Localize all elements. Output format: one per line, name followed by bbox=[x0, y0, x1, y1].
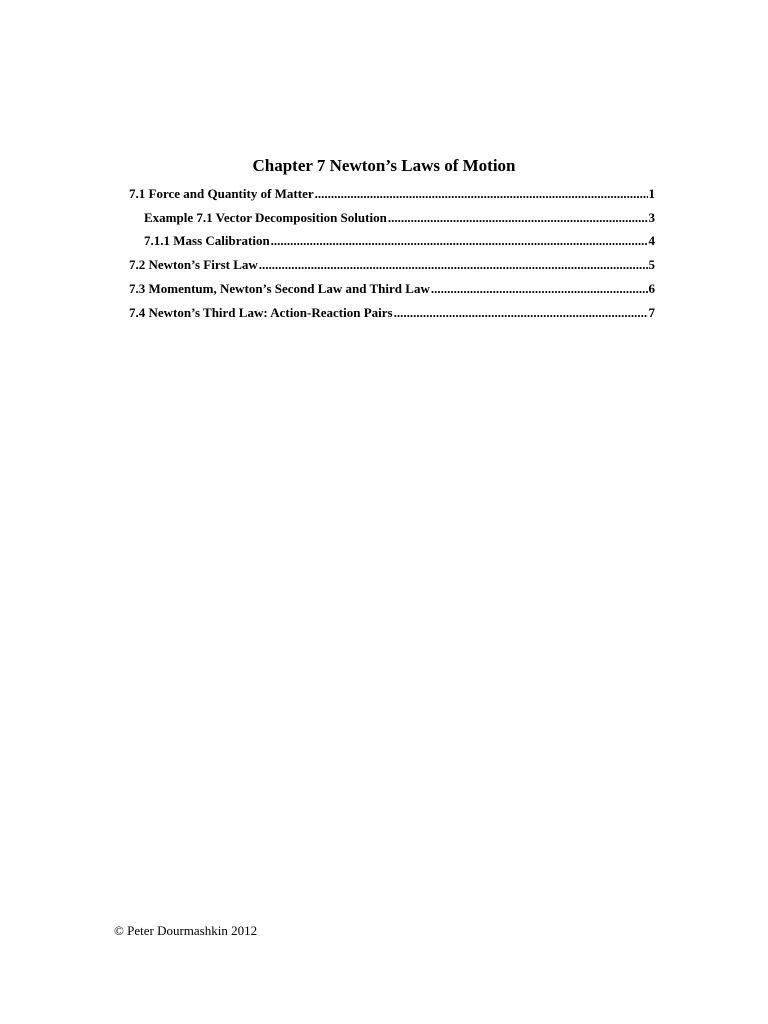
toc-page-number: 7 bbox=[648, 305, 655, 320]
toc-entry-label: 7.1.1 Mass Calibration bbox=[144, 233, 270, 248]
toc-entry-7-3[interactable] bbox=[129, 280, 655, 298]
toc-page-number: 3 bbox=[648, 210, 655, 225]
toc-entry-label: 7.2 Newton’s First Law bbox=[129, 257, 258, 272]
toc-entry-label: Example 7.1 Vector Decomposition Solution bbox=[144, 210, 387, 225]
toc-entry-7-1-1[interactable] bbox=[144, 232, 655, 250]
copyright-notice: © Peter Dourmashkin 2012 bbox=[114, 923, 258, 938]
toc-entry-example-7-1[interactable] bbox=[144, 209, 655, 227]
toc-dot-leader bbox=[315, 185, 648, 203]
toc-dot-leader bbox=[394, 304, 648, 322]
toc-page-number: 5 bbox=[648, 257, 655, 272]
toc-dot-leader bbox=[431, 280, 648, 298]
toc-page-number: 1 bbox=[648, 186, 655, 201]
toc-entry-7-2[interactable] bbox=[129, 256, 655, 274]
toc-page-number: 4 bbox=[648, 233, 655, 248]
toc-entry-label: 7.4 Newton’s Third Law: Action-Reaction Pairs bbox=[129, 305, 393, 320]
chapter-title: Chapter 7 Newton’s Laws of Motion bbox=[252, 156, 516, 175]
toc-entry-7-1[interactable] bbox=[129, 185, 655, 203]
toc-entry-label: 7.3 Momentum, Newton’s Second Law and Third Law bbox=[129, 281, 430, 296]
toc-page-number: 6 bbox=[648, 281, 655, 296]
toc-dot-leader bbox=[388, 209, 648, 227]
toc-entry-label: 7.1 Force and Quantity of Matter bbox=[129, 186, 314, 201]
toc-dot-leader bbox=[259, 256, 648, 274]
toc-entry-7-4[interactable] bbox=[129, 304, 655, 322]
toc-dot-leader bbox=[271, 232, 648, 250]
